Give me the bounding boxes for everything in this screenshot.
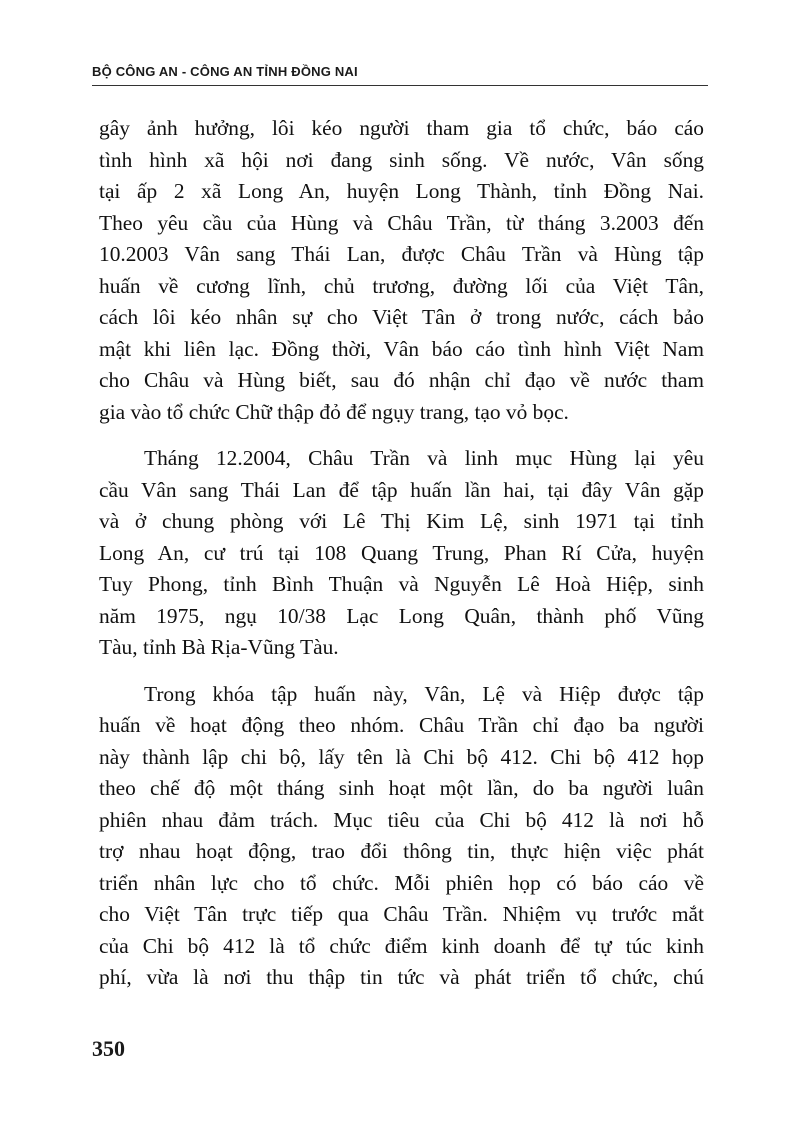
text-line: của Chi bộ 412 là tổ chức điểm kinh doanh để tự túc kinh xyxy=(99,933,704,958)
running-header: BỘ CÔNG AN - CÔNG AN TỈNH ĐỒNG NAI xyxy=(92,64,358,79)
text-line: Theo yêu cầu của Hùng và Châu Trần, từ tháng 3.2003 đến xyxy=(99,210,704,235)
header-rule xyxy=(92,85,708,86)
text-line: huấn về hoạt động theo nhóm. Châu Trần chỉ đạo ba người xyxy=(99,713,704,737)
text-line: phí, vừa là nơi thu thập tin tức và phát triển tổ chức, chú xyxy=(99,965,704,989)
text-line: 10.2003 Vân sang Thái Lan, được Châu Trần và Hùng tập xyxy=(99,242,704,266)
text-line: cho Việt Tân trực tiếp qua Châu Trần. Nhiệm vụ trước mắt xyxy=(99,902,704,926)
text-line: cho Châu và Hùng biết, sau đó nhận chỉ đạo về nước tham xyxy=(99,368,704,392)
text-line: huấn về cương lĩnh, chủ trương, đường lối của Việt Tân, xyxy=(99,273,704,298)
text-line: năm 1975, ngụ 10/38 Lạc Long Quân, thành phố Vũng xyxy=(99,603,704,628)
text-line: cách lôi kéo nhân sự cho Việt Tân ở trong nước, cách bảo xyxy=(99,305,704,329)
text-line: Long An, cư trú tại 108 Quang Trung, Phan Rí Cửa, huyện xyxy=(99,540,704,565)
text-line: theo chế độ một tháng sinh hoạt một lần, do ba người luân xyxy=(99,776,704,800)
body-text xyxy=(99,113,704,1009)
paragraph-3 xyxy=(99,679,704,994)
page-number: 350 xyxy=(92,1036,125,1061)
text-line: Tháng 12.2004, Châu Trần và linh mục Hùng lại yêu xyxy=(144,446,704,470)
text-line: gia vào tổ chức Chữ thập đỏ để ngụy trang, tạo vỏ bọc. xyxy=(99,399,569,424)
text-line: này thành lập chi bộ, lấy tên là Chi bộ 412. Chi bộ 412 họp xyxy=(99,744,704,769)
text-line: tình hình xã hội nơi đang sinh sống. Về nước, Vân sống xyxy=(99,147,704,172)
text-line: cầu Vân sang Thái Lan để tập huấn lần hai, tại đây Vân gặp xyxy=(99,477,704,502)
text-line: mật khi liên lạc. Đồng thời, Vân báo cáo tình hình Việt Nam xyxy=(99,336,704,361)
text-line: trợ nhau hoạt động, trao đổi thông tin, thực hiện việc phát xyxy=(99,839,704,863)
paragraph-2 xyxy=(99,443,704,664)
text-line: tại ấp 2 xã Long An, huyện Long Thành, tỉnh Đồng Nai. xyxy=(99,179,704,203)
text-line: và ở chung phòng với Lê Thị Kim Lệ, sinh 1971 tại tỉnh xyxy=(99,509,704,533)
text-line: Tàu, tỉnh Bà Rịa-Vũng Tàu. xyxy=(99,635,339,659)
paragraph-1 xyxy=(99,113,704,428)
text-line: triển nhân lực cho tổ chức. Mỗi phiên họp có báo cáo về xyxy=(99,870,704,895)
text-line: Tuy Phong, tỉnh Bình Thuận và Nguyễn Lê Hoà Hiệp, sinh xyxy=(99,572,704,596)
text-line: gây ảnh hưởng, lôi kéo người tham gia tổ chức, báo cáo xyxy=(99,116,704,140)
text-line: Trong khóa tập huấn này, Vân, Lệ và Hiệp được tập xyxy=(144,681,704,706)
text-line: phiên nhau đảm trách. Mục tiêu của Chi bộ 412 là nơi hỗ xyxy=(99,807,704,832)
